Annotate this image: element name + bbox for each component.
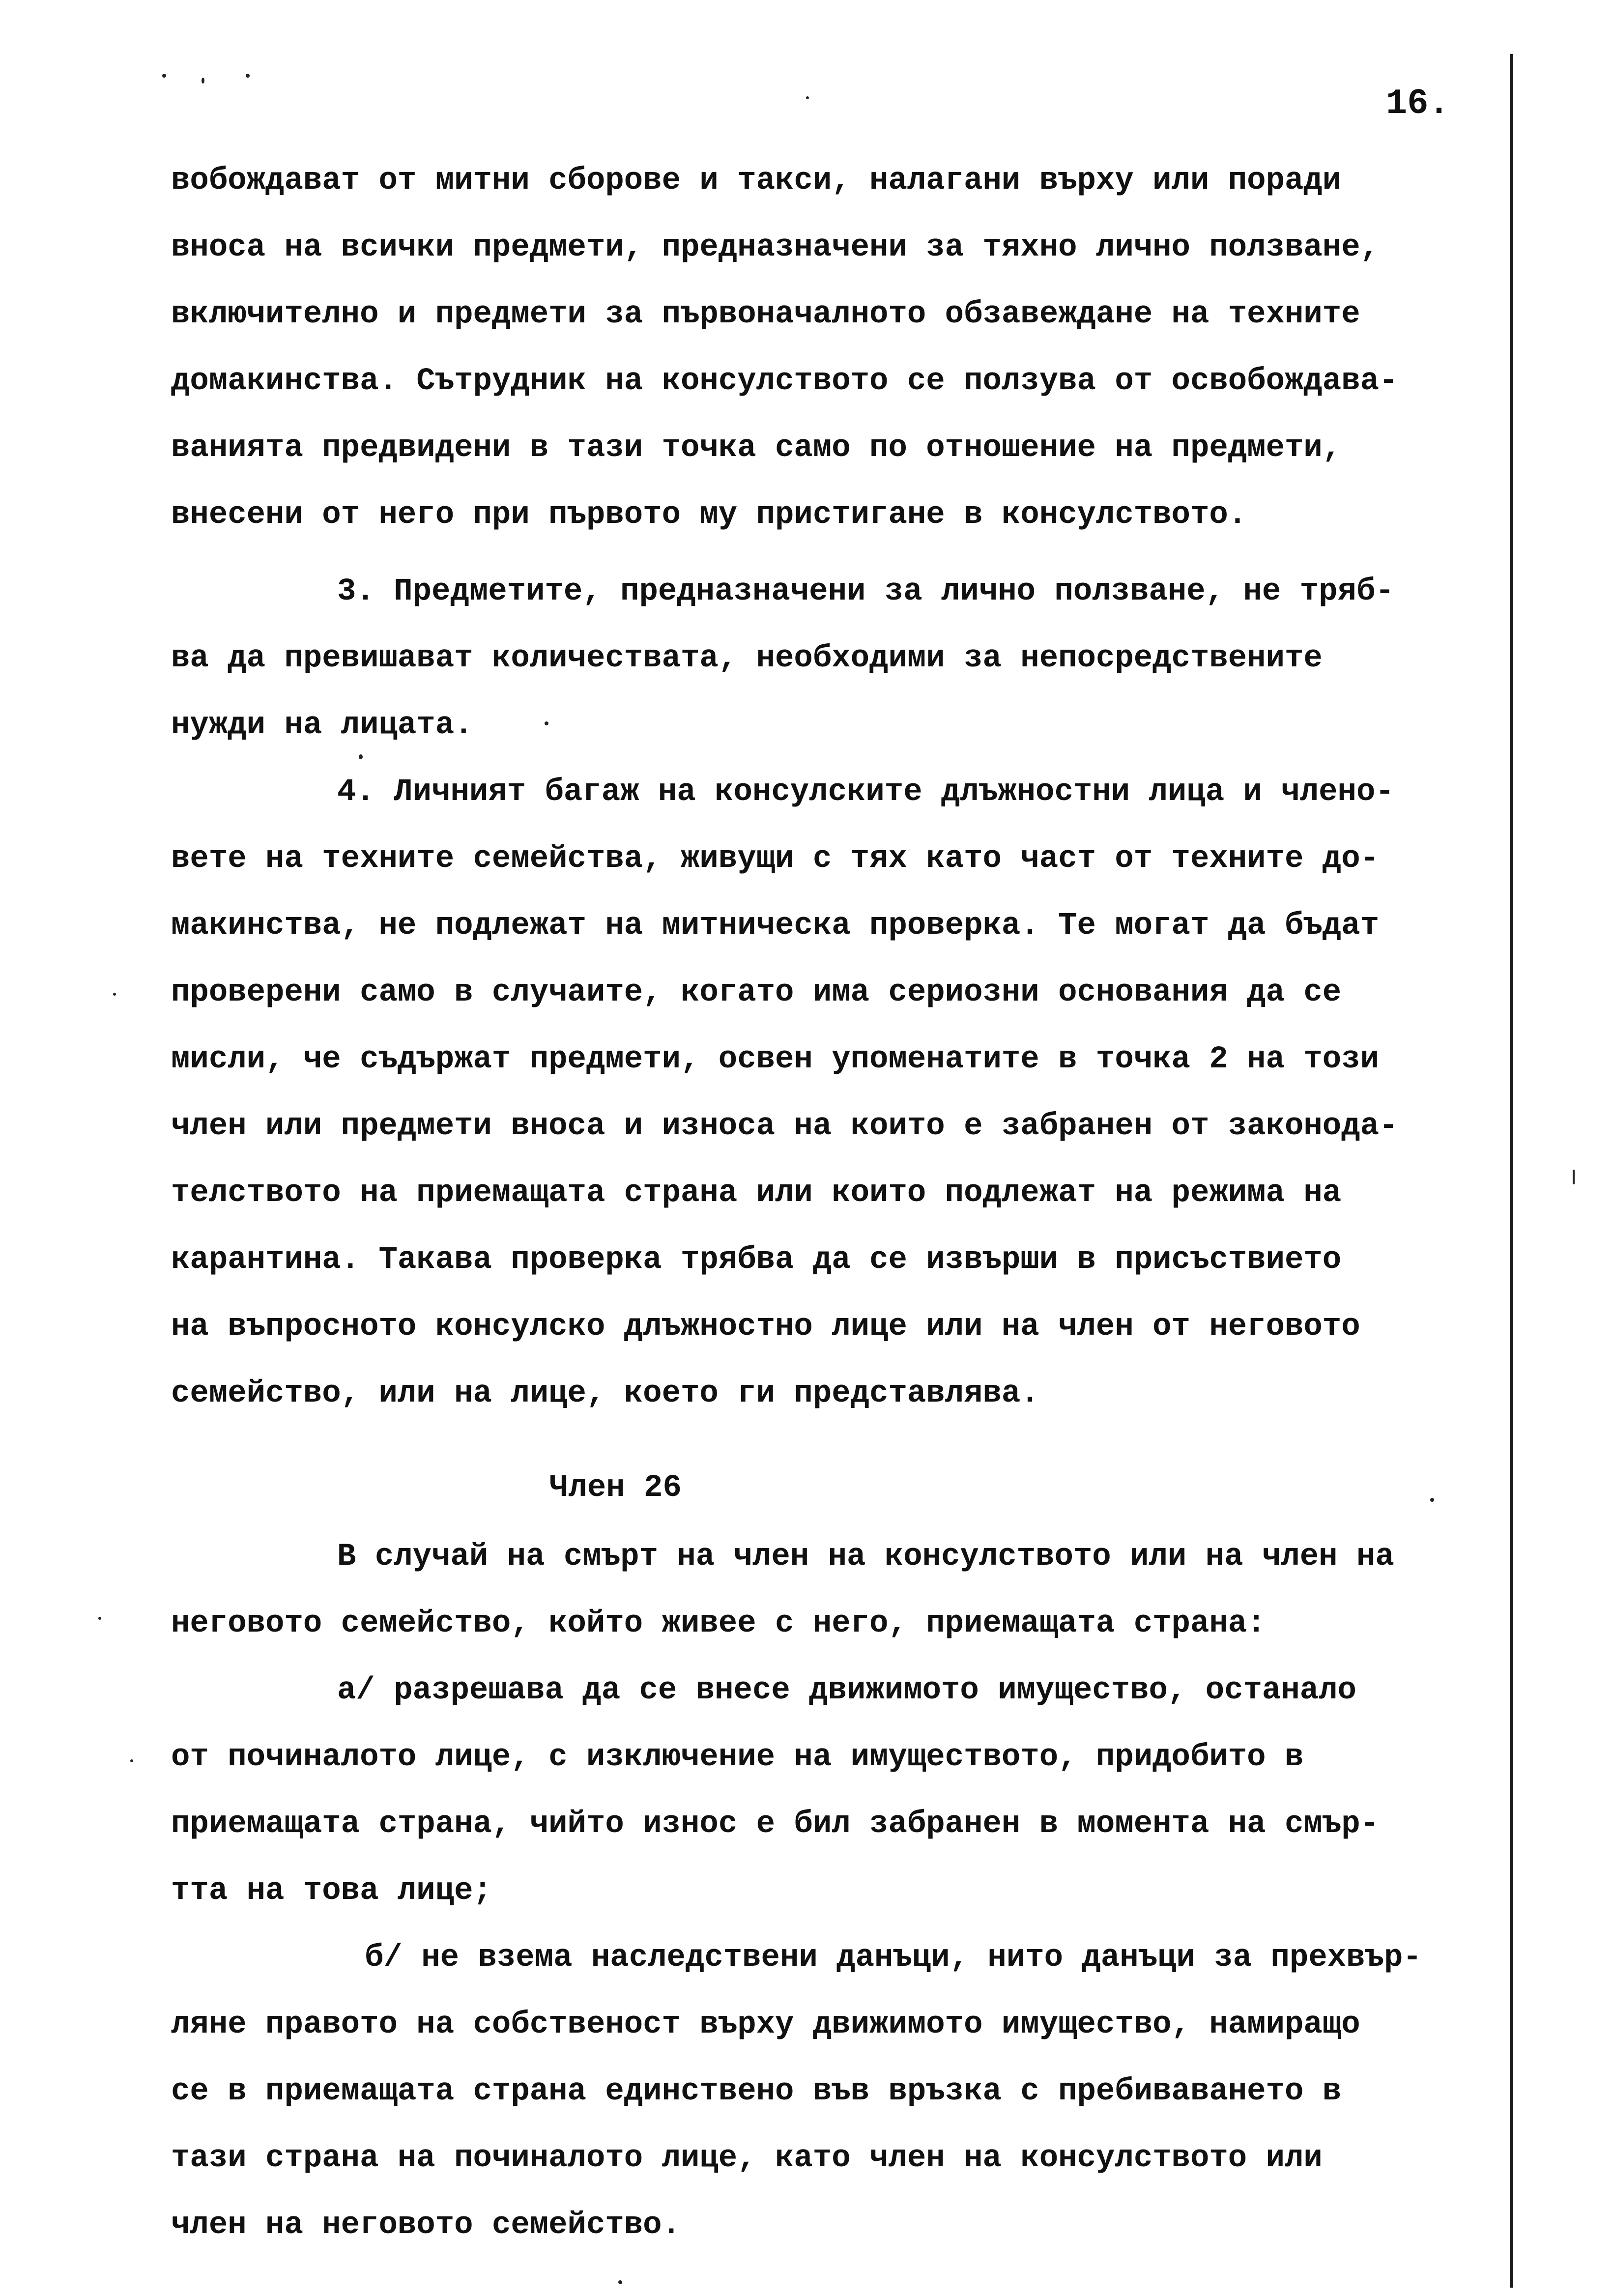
text-line: б/ не взема наследствени данъци, нито данъци за прехвър- — [365, 1940, 1422, 1976]
text-line: нужди на лицата. — [171, 708, 473, 743]
text-line: приемащата страна, чийто износ е бил забранен в момента на смър- — [171, 1807, 1379, 1842]
page-number: 16. — [1386, 84, 1450, 124]
scan-speck — [130, 1759, 133, 1762]
text-line: тта на това лице; — [171, 1873, 492, 1909]
text-line: проверени само в случаите, когато има сериозни основания да се — [171, 975, 1342, 1010]
text-line: макинства, не подлежат на митническа проверка. Те могат да бъдат — [171, 908, 1379, 944]
text-line: член или предмети вноса и износа на които е забранен от законода- — [171, 1109, 1398, 1144]
text-line: ванията предвидени в тази точка само по отношение на предмети, — [171, 430, 1342, 466]
scan-speck — [162, 74, 166, 78]
text-line: на въпросното консулско длъжностно лице или на член от неговото — [171, 1309, 1360, 1345]
text-line: неговото семейство, който живее с него, приемащата страна: — [171, 1606, 1266, 1641]
text-line: 3. Предметите, предназначени за лично ползване, не тряб- — [337, 574, 1394, 609]
text-line: карантина. Такава проверка трябва да се извърши в присъствието — [171, 1242, 1342, 1278]
text-line: член на неговото семейство. — [171, 2208, 681, 2243]
text-line: тази страна на починалото лице, като член на консулството или — [171, 2141, 1323, 2176]
text-line: вобождават от митни сборове и такси, налагани върху или поради — [171, 163, 1342, 199]
text-line: а/ разрешава да се внесе движимото имущество, останало — [337, 1673, 1356, 1708]
text-line: мисли, че съдържат предмети, освен упоменатите в точка 2 на този — [171, 1042, 1379, 1077]
text-line: семейство, или на лице, което ги представлява. — [171, 1376, 1039, 1411]
text-line: 4. Личният багаж на консулските длъжностни лица и члено- — [337, 775, 1394, 810]
text-line: внесени от него при първото му пристигане в консулството. — [171, 497, 1247, 533]
text-line: ляне правото на собственост върху движимото имущество, намиращо — [171, 2007, 1360, 2042]
scan-speck — [113, 993, 116, 996]
paragraph-continuation — [171, 147, 1498, 548]
scan-speck — [806, 96, 809, 99]
text-line: вноса на всички предмети, предназначени за тяхно лично ползване, — [171, 230, 1379, 265]
scan-speck — [98, 1617, 101, 1620]
text-line: ва да превишават количествата, необходими за непосредствените — [171, 641, 1323, 676]
text-line: се в приемащата страна единствено във връзка с пребиваването в — [171, 2074, 1342, 2109]
text-line: вете на техните семейства, живущи с тях като част от техните до- — [171, 841, 1379, 877]
article-intro — [171, 1523, 1498, 1657]
text-line: домакинства. Сътрудник на консулството се ползува от освобождава- — [171, 364, 1398, 399]
scan-speck — [246, 74, 250, 78]
text-line: от починалото лице, с изключение на имуществото, придобито в — [171, 1740, 1304, 1775]
scan-speck — [202, 78, 204, 84]
article-item-a — [171, 1657, 1498, 1924]
scan-speck — [1430, 1498, 1434, 1502]
text-line: включително и предмети за първоначалното обзавеждане на техните — [171, 297, 1360, 332]
scan-speck — [1573, 1170, 1575, 1184]
paragraph-point-4 — [171, 759, 1498, 1427]
article-heading: Член 26 — [549, 1470, 682, 1506]
text-line: телството на приемащата страна или които подлежат на режима на — [171, 1176, 1342, 1211]
scan-speck — [618, 2280, 622, 2284]
article-item-b — [171, 1924, 1498, 2259]
text-line: В случай на смърт на член на консулството или на член на — [337, 1539, 1394, 1575]
right-margin-line — [1510, 54, 1513, 2288]
paragraph-point-3 — [171, 558, 1498, 759]
